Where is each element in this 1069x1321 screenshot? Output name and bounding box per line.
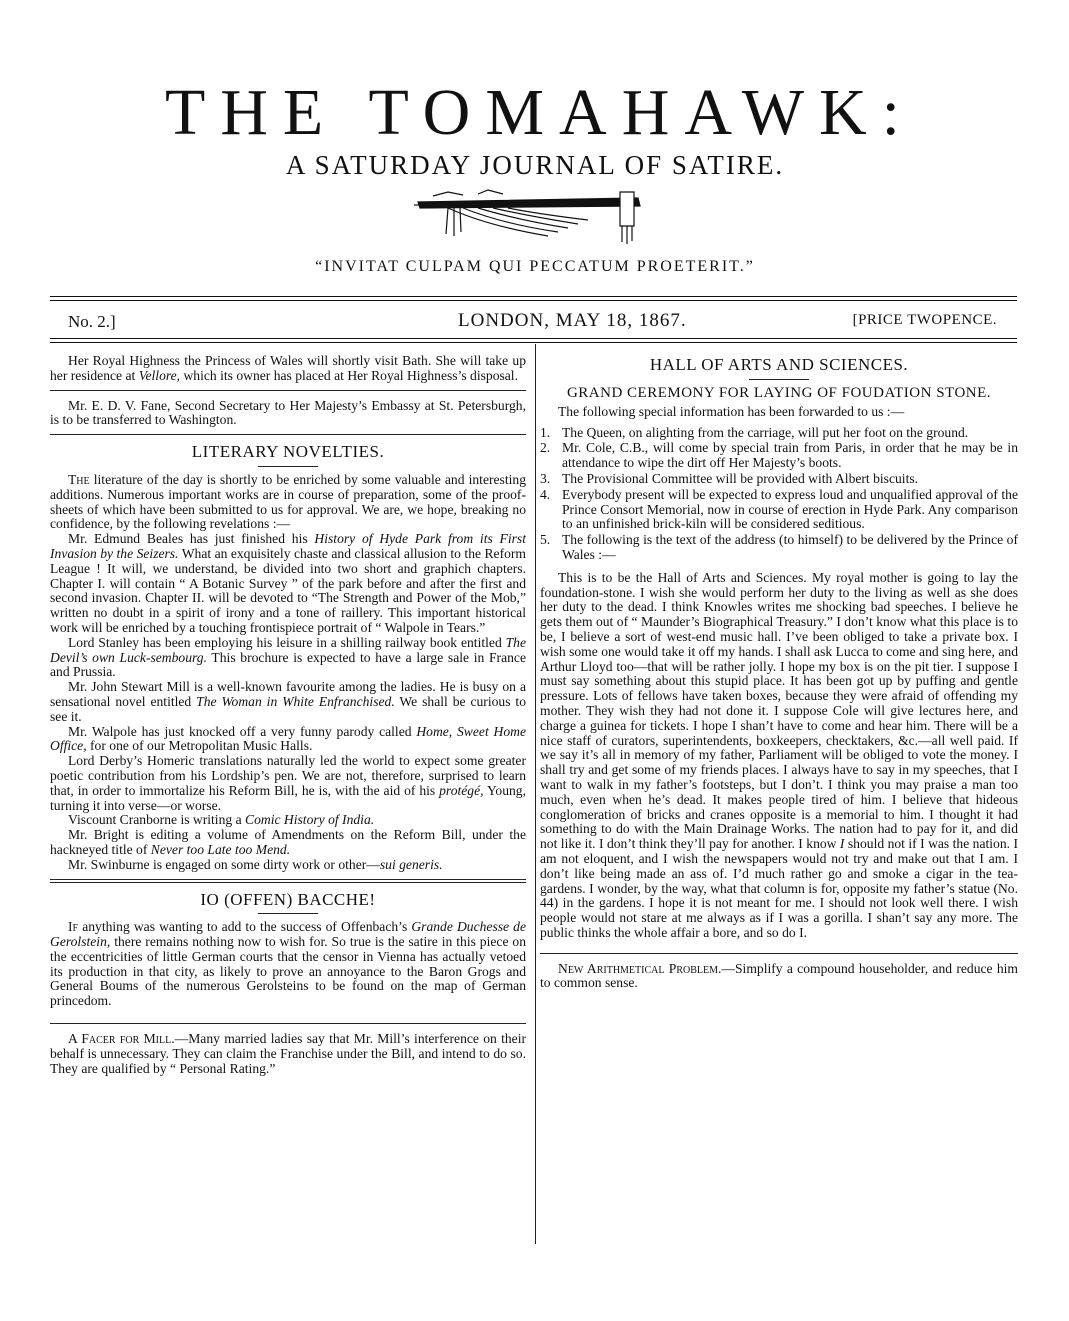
facer-paragraph: A Facer for Mill.—Many married ladies say that Mr. Mill’s interference on their behalf is unnecessary. They can claim the Franchise under the Bill, and intend to do so. They are qualified by “ Personal Rating.”: [50, 1031, 526, 1076]
article-paragraph: If anything was wanting to add to the success of Offenbach’s Grande Duchesse de Gerolstein, there remains nothing now to wish for. So true is the satire in this piece on the eccentricities of little German courts that the censor in Vienna has actually vetoed its production in that city, as likely to prove an annoyance to the Baron Grogs and General Boums of the numerous Gerolsteins to be found on the map of German princedom.: [50, 919, 526, 1009]
list-item: 5. The following is the text of the address (to himself) to be delivered by the Prince of Wales :—: [540, 532, 1018, 562]
short-rule: [258, 913, 318, 914]
left-column: [50, 354, 526, 1076]
ceremony-heading: GRAND CEREMONY FOR LAYING OF FOUDATION STONE.: [566, 384, 992, 401]
article-paragraph: Viscount Cranborne is writing a Comic History of India.: [68, 812, 375, 828]
divider: [540, 953, 1018, 954]
article-paragraph: Lord Stanley has been employing his leisure in a shilling railway book entitled The Devil’s own Luck-sembourg. This brochure is expected to have a large sale in France and Prussia.: [50, 634, 526, 680]
short-rule: [258, 466, 318, 467]
hall-heading: HALL OF ARTS AND SCIENCES.: [649, 355, 909, 374]
ceremony-list: [540, 426, 1018, 563]
issue-price: [PRICE TWOPENCE.: [852, 312, 997, 328]
masthead-subtitle: A SATURDAY JOURNAL OF SATIRE.: [285, 150, 785, 180]
address-paragraph: This is to be the Hall of Arts and Sciences. My royal mother is going to lay the foundation-stone. I wish she would perform her duty to the living as well as she does her duty to the dead. I think Knowles writes me shocking bad speeches. I believe he gets them out of “ Maunder’s Biographical Treasury.” I don’t know what this place is to be, I believe a sort of west-end music hall. I’ve been obliged to take a private box. I wish some one would take it off my hands. I shall ask Lucca to come and sing here, and Arthur Lloyd too—that will be rather jolly. I hope my box is on the pit tier. I suppose I must say something about this stupid place. It has been got up by puffing and gentle pressure. Lots of fellows have taken boxes, because they were afraid of offending my mother. They wish they had not done it. I suppose Cole will give lectures here, and charge a guinea for tickets. I hope I shan’t have to come and hear him. There will be a nice staff of curators, superintendents, boxkeepers, checktakers, &c.—all well paid. If we say it’s all in memory of my father, Parliament will be obliged to vote the money. I shall try and get some of my friends places. I always have to say in my speeches, that I want to walk in my father’s footsteps, but I don’t. I think you may praise a man too much, even when he’s dead. It makes people tired of him. I believe that hideous conglomeration of bricks and cranes opposite is a memorial to him. I thought it had something to do with the Main Drainage Works. The nation had to pay for it, and did not like it. I don’t think they’ll pay for another. I know I should not if I was the nation. I am not eloquent, and I wish the newspapers would not try and make out that I am. I don’t like being made an ass of. I’d much rather go and smoke a cigar in the tea-gardens. I wonder, by the way, what that column is for, opposite my father’s statue (No. 44) in the gardens. I hope it is not meant for me. I should not look well there. I wish people would not stare at me always as if I was a gorilla. I shan’t say any more. The public thinks the whole affair a bore, and so do I.: [540, 569, 1019, 940]
intro-paragraph: The following special information has been forwarded to us :—: [558, 403, 905, 419]
article-paragraph: Mr. Walpole has just knocked off a very funny parody called Home, Sweet Home Office, for one of our Metropolitan Music Halls.: [50, 723, 526, 754]
article-paragraph: Mr. Edmund Beales has just finished his History of Hyde Park from its First Invasion by the Seizers. What an exquisitely chaste and classical allusion to the Reform League ! It will, we understand, be divided into two short and graphich chapters. Chapter I. will contain “ A Botanic Survey ” of the park before and after the first and second invasion. Chapter II. will be devoted to “The Strength and Power of the Mob,” written no doubt in a spirit of irony and a tone of raillery. This important historical work will be enriched by a touching frontispiece portrait of “ Walpole in Tears.”: [50, 531, 527, 635]
masthead-rule: [50, 296, 1017, 297]
article-paragraph: The literature of the day is shortly to be enriched by some valuable and interesting additions. Numerous important works are in course of preparation, some of the proof-sheets of which have been submitted to us for approval. We are, we hope, breaking no confidence, by the following revelations :—: [50, 471, 526, 532]
dateline: [50, 308, 1017, 334]
masthead-title: THE TOMAHAWK:: [164, 76, 916, 149]
masthead-rule: [50, 300, 1017, 301]
dateline-rule: [50, 342, 1017, 343]
double-divider: [50, 879, 526, 883]
literary-novelties-heading: LITERARY NOVELTIES.: [191, 442, 385, 462]
issue-number: No. 2.]: [68, 312, 116, 331]
issue-date: LONDON, MAY 18, 1867.: [458, 310, 687, 331]
divider: [50, 434, 526, 435]
list-item: 3. The Provisional Committee will be provided with Albert biscuits.: [540, 470, 919, 486]
list-item: 4. Everybody present will be expected to express loud and unqualified approval of the Prince Consort Memorial, now in course of erection in Hyde Park. Any comparison to an unfinished brick-kiln will be considered seditious.: [540, 486, 1018, 532]
masthead-motto: “INVITAT CULPAM QUI PECCATUM PROETERIT.”: [315, 258, 755, 275]
article-paragraph: Lord Derby’s Homeric translations naturally led the world to expect some greater poetic contribution from his Lordship’s pen. We are not, therefore, surprised to learn that, in order to immortalize his Reform Bill, he is, with the aid of his protégé, Young, turning it into verse—or worse.: [50, 753, 526, 813]
divider: [50, 1023, 526, 1024]
dateline-rule: [50, 338, 1017, 339]
list-item: 1. The Queen, on alighting from the carriage, will put her foot on the ground.: [540, 424, 969, 440]
column-divider: [535, 344, 536, 1244]
article-paragraph: Mr. Bright is editing a volume of Amendments on the Reform Bill, under the hackneyed title of Never too Late too Mend.: [50, 827, 526, 857]
royal-visit-paragraph: Her Royal Highness the Princess of Wales will shortly visit Bath. She will take up her residence at Vellore, which its owner has placed at Her Royal Highness’s disposal.: [50, 353, 526, 383]
article-paragraph: Mr. Swinburne is engaged on some dirty work or other—sui generis.: [68, 856, 443, 872]
tomahawk-emblem-icon: [408, 186, 658, 250]
fane-paragraph: Mr. E. D. V. Fane, Second Secretary to Her Majesty’s Embassy at St. Petersburgh, is to be transferred to Washington.: [50, 397, 526, 428]
problem-paragraph: New Arithmetical Problem.—Simplify a compound householder, and reduce him to common sense.: [540, 960, 1018, 991]
bacche-heading: IO (OFFEN) BACCHE!: [200, 889, 376, 909]
short-rule: [749, 379, 809, 380]
article-paragraph: Mr. John Stewart Mill is a well-known favourite among the ladies. He is busy on a sensational novel entitled The Woman in White Enfranchised. We shall be curious to see it.: [50, 679, 526, 724]
right-column: [540, 354, 1018, 991]
divider: [50, 390, 526, 391]
list-item: 2. Mr. Cole, C.B., will come by special train from Paris, in order that he may be in attendance to wipe the dirt off Her Majesty’s boots.: [540, 440, 1018, 471]
